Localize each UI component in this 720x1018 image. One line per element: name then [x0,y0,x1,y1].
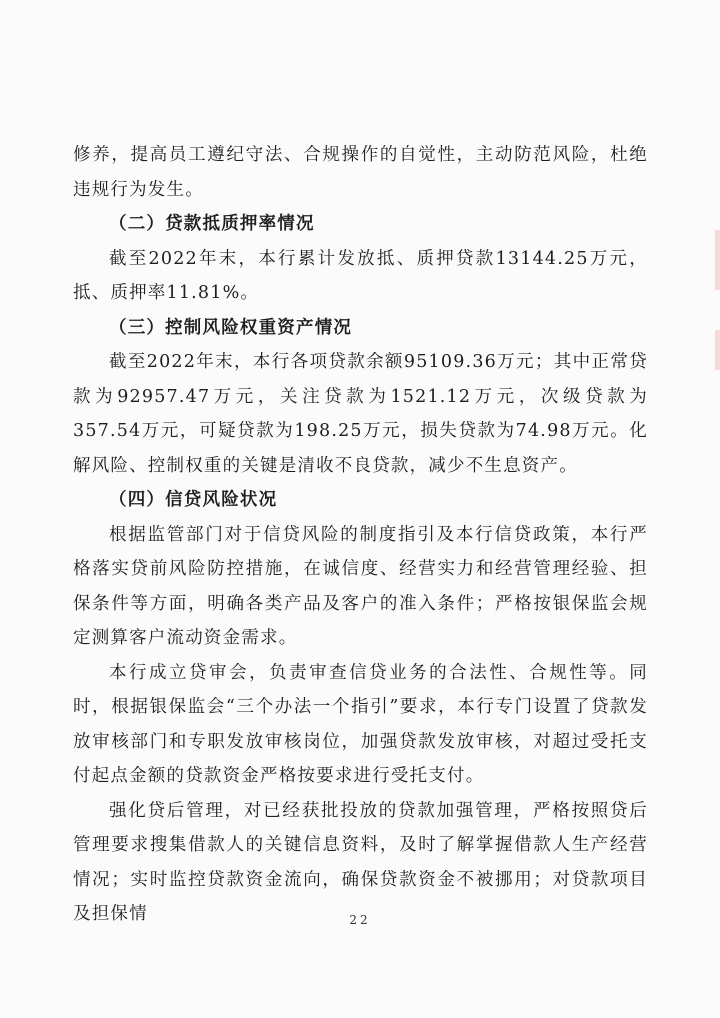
paragraph-5: 本行成立贷审会，负责审查信贷业务的合法性、合规性等。同时，根据银保监会“三个办法一个指引”要求，本行专门设置了贷款发放审核部门和专职发放审核岗位，加强贷款发放审核，对超过受托支付起点金额的贷款资金严格按要求进行受托支付。 [73,662,648,786]
scan-edge-mark [715,230,720,290]
scan-edge-mark [715,330,720,370]
paragraph-3: 截至2022年末，本行各项贷款余额95109.36万元；其中正常贷款为92957.47万元，关注贷款为1521.12万元，次级贷款为357.54万元，可疑贷款为198.25万元，损失贷款为74.98万元。化解风险、控制权重的关键是清收不良贷款，减少不生息资产。 [73,352,648,476]
section-heading-3: （三）控制风险权重资产情况 [109,317,353,338]
paragraph-2: 截至2022年末，本行累计发放抵、质押贷款13144.25万元，抵、质押率11.81%。 [73,248,648,303]
page-number: 22 [349,913,371,927]
paragraph-6: 强化贷后管理，对已经获批投放的贷款加强管理，严格按照贷后管理要求搜集借款人的关键信息资料，及时了解掌握借款人生产经营情况；实时监控贷款资金流向，确保贷款资金不被挪用；对贷款项目及担保情 [73,800,648,924]
section-heading-4: （四）信贷风险状况 [109,490,278,510]
document-body [73,138,648,932]
paragraph-1: 修养，提高员工遵纪守法、合规操作的自觉性，主动防范风险，杜绝违规行为发生。 [73,145,648,200]
section-heading-2: （二）贷款抵质押率情况 [109,214,315,234]
paragraph-4: 根据监管部门对于信贷风险的制度指引及本行信贷政策，本行严格落实贷前风险防控措施，在诚信度、经营实力和经营管理经验、担保条件等方面，明确各类产品及客户的准入条件；严格按银保监会规定测算客户流动资金需求。 [73,524,648,648]
